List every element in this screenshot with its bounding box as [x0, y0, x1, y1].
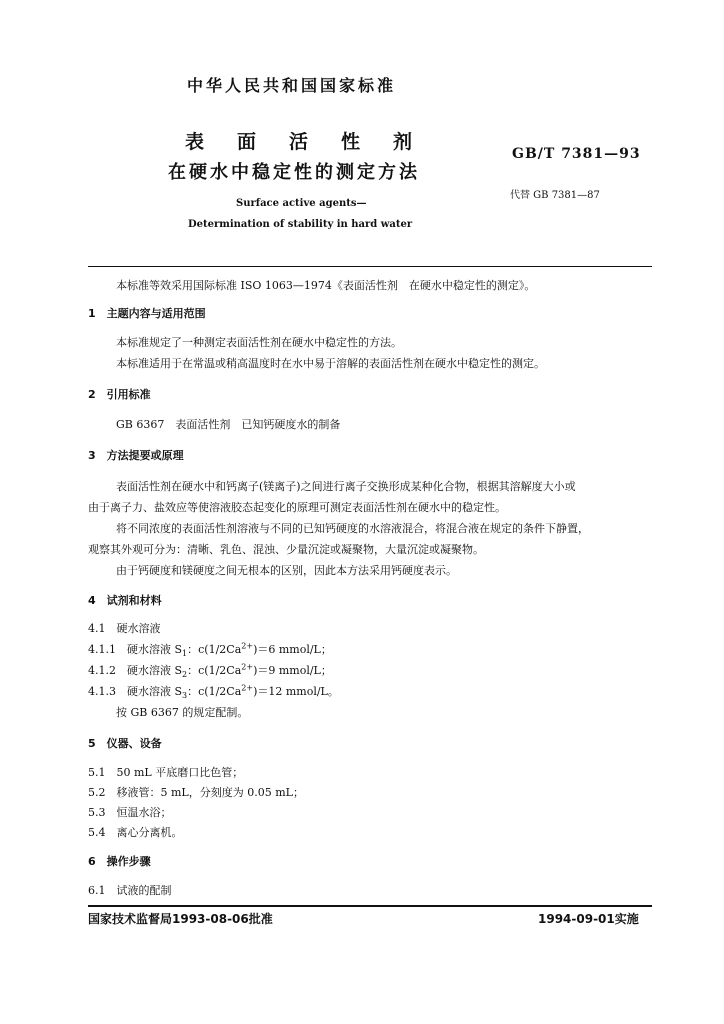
section-4-heading: 4 试剂和材料 [88, 594, 162, 607]
section-5-heading: 5 仪器、设备 [88, 737, 162, 750]
effective-date: 1994-09-01实施 [538, 912, 639, 926]
item-6-1: 6.1 试液的配制 [88, 884, 172, 897]
approval-date: 国家技术监督局1993-08-06批准 [88, 912, 273, 926]
section-3-heading: 3 方法提要或原理 [88, 449, 184, 462]
item-5-3: 5.3 恒温水浴； [88, 806, 172, 819]
section-1-paragraph-1: 本标准规定了一种测定表面活性剂在硬水中稳定性的方法。 [116, 336, 402, 349]
item-5-4: 5.4 离心分离机。 [88, 826, 183, 839]
standard-code: GB/T 7381—93 [512, 146, 641, 162]
header-divider [88, 266, 652, 267]
section-1-heading: 1 主题内容与适用范围 [88, 307, 206, 320]
footer-divider [88, 905, 652, 907]
section-3-paragraph-2b: 观察其外观可分为：清晰、乳色、混浊、少量沉淀或凝聚物，大量沉淀或凝聚物。 [88, 543, 484, 556]
item-4-1-1: 4.1.1 硬水溶液 $S_1$：$c(1/2Ca^{2+})=6$ mmol/L； [88, 641, 332, 659]
section-3-paragraph-3: 由于钙硬度和镁硬度之间无根本的区别，因此本方法采用钙硬度表示。 [116, 564, 457, 577]
item-4-1: 4.1 硬水溶液 [88, 622, 161, 635]
replaces-standard: 代替 GB 7381—87 [510, 190, 600, 201]
section-1-paragraph-2: 本标准适用于在常温或稍高温度时在水中易于溶解的表面活性剂在硬水中稳定性的测定。 [116, 357, 545, 370]
section-3-paragraph-2a: 将不同浓度的表面活性剂溶液与不同的已知钙硬度的水溶液混合，将混合液在规定的条件下静置， [116, 522, 589, 535]
title-en-line1: Surface active agents— [236, 198, 367, 209]
item-5-1: 5.1 50 mL 平底磨口比色管； [88, 766, 244, 779]
adoption-statement: 本标准等效采用国际标准 ISO 1063—1974《表面活性剂 在硬水中稳定性的测定》。 [116, 279, 536, 292]
title-zh-line1: 表面活性剂 [185, 131, 446, 153]
item-4-note: 按 GB 6367 的规定配制。 [116, 706, 249, 719]
title-en-line2: Determination of stability in hard water [188, 219, 413, 230]
item-4-1-2: 4.1.2 硬水溶液 $S_2$：$c(1/2Ca^{2+})=9$ mmol/L； [88, 662, 332, 680]
item-5-2: 5.2 移液管：5 mL，分刻度为 0.05 mL； [88, 786, 304, 799]
section-2-reference: GB 6367 表面活性剂 已知钙硬度水的制备 [116, 418, 341, 431]
section-3-paragraph-1b: 由于离子力、盐效应等使溶液胶态起变化的原理可测定表面活性剂在硬水中的稳定性。 [88, 501, 506, 514]
title-zh-line2: 在硬水中稳定性的测定方法 [168, 162, 420, 183]
section-6-heading: 6 操作步骤 [88, 855, 151, 868]
section-2-heading: 2 引用标准 [88, 388, 151, 401]
standard-type: 中华人民共和国国家标准 [187, 76, 397, 95]
item-4-1-3: 4.1.3 硬水溶液 $S_3$：$c(1/2Ca^{2+})=12$ mmol/L。 [88, 683, 339, 701]
section-3-paragraph-1a: 表面活性剂在硬水中和钙离子(镁离子)之间进行离子交换形成某种化合物，根据其溶解度大小或 [116, 480, 576, 493]
